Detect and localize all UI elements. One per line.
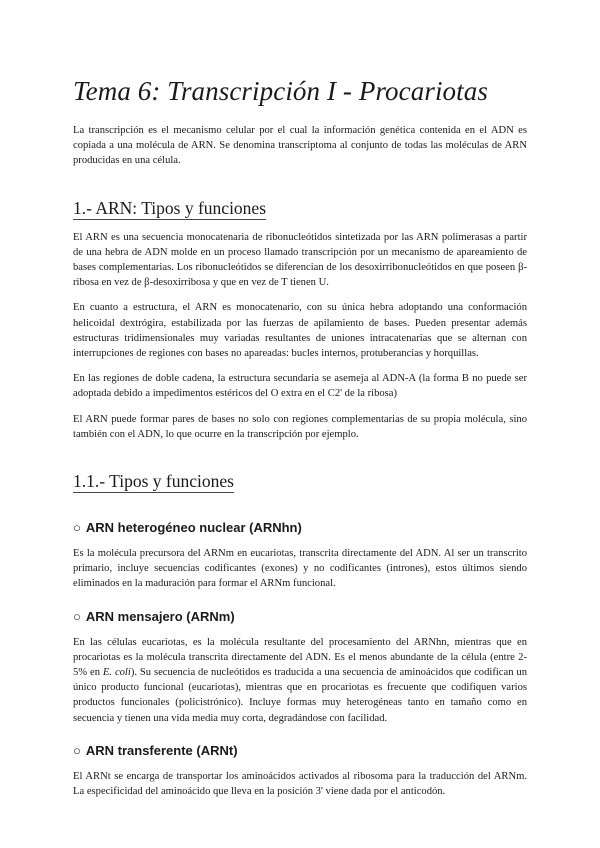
arnm-text-before: En las células eucariotas, es la molécula resultante del procesamiento del ARNhn, mientras que en procariotas es la molécula transcrita directamente del ADN. Es el menos abundante de la célula (entre 2-5% en [73, 636, 527, 679]
section-1-heading: 1.- ARN: Tipos y funciones [73, 197, 267, 218]
arnt-paragraph: El ARNt se encarga de transportar los aminoácidos activados al ribosoma para la traducción del ARNm. La especificidad del aminoácido que lleva en la posición 3' viene dada por el anticodón. [73, 770, 527, 798]
section-1-paragraph-4: El ARN puede formar pares de bases no solo con regiones complementarias de su propia molécula, sino también con el ADN, lo que ocurre en la transcripción por ejemplo. [73, 413, 527, 440]
subheading-arnt [73, 742, 527, 760]
arnm-paragraph [73, 635, 527, 726]
section-1-paragraph-1: El ARN es una secuencia monocatenaria de ribonucleótidos sintetizada por las ARN polimerasas a partir de una hebra de ADN molde en un proceso llamado transcripción por un mecanismo de apareamiento de bases complementarias. Los ribonucleótidos se diferencian de los desoxirribonucleótidos en que poseen β-ribosa en vez de β-desoxirribosa y que en vez de T tienen U. [73, 231, 527, 289]
section-1 [73, 179, 527, 230]
intro-paragraph: La transcripción es el mecanismo celular por el cual la información genética contenida en el ADN es copiada a una molécula de ARN. Se denomina transcriptoma al conjunto de todas las moléculas de ARN producidas en una célula. [73, 125, 527, 167]
section-1-paragraph-2: En cuanto a estructura, el ARN es monocatenario, con su única hebra adoptando una conformación helicoidal dextrógira, estabilizada por las fuerzas de apilamiento de bases. Pueden presentar además estructuras tridimensionales muy variadas resultantes de uniones intracatenarias que se alternan con interrupciones de regiones con bases no apareadas: bucles internos, protuberancias y horquillas. [73, 302, 527, 360]
section-1-1 [73, 452, 527, 503]
subheading-arnm [73, 608, 527, 626]
section-1-1-heading: 1.1.- Tipos y funciones [73, 471, 234, 492]
arnm-species-italic: E. coli [102, 667, 131, 679]
arnm-text-after: ). Su secuencia de nucleótidos es traducida a una secuencia de aminoácidos que codifican un único producto funcional (eucariotas), mientras que en procariotas es frecuente que codifiquen varios productos funcionales (policistrónico). Incluye formas muy heterogéneas tanto en tamaño como en secuencia y tienen una vida media muy corta, degradándose con facilidad. [73, 667, 528, 724]
circle-bullet-icon: ○ [73, 742, 81, 758]
subheading-arnm-label: ARN mensajero (ARNm) [85, 608, 235, 624]
circle-bullet-icon: ○ [73, 608, 81, 624]
subheading-arnt-label: ARN transferente (ARNt) [85, 742, 238, 758]
document-content [73, 76, 527, 809]
section-1-paragraph-3: En las regiones de doble cadena, la estructura secundaria se asemeja al ADN-A (la forma B no puede ser adoptada debido a impedimentos estéricos del O extra en el C2' de la ribosa) [73, 373, 527, 400]
page-title: Tema 6: Transcripción I - Procariotas [73, 76, 488, 106]
circle-bullet-icon: ○ [73, 520, 81, 536]
subheading-arnhn [73, 519, 527, 537]
arnhn-paragraph: Es la molécula precursora del ARNm en eucariotas, transcrita directamente del ADN. Al ser un transcrito primario, incluye secuencias codificantes (exones) y no codificantes (intrones), estos últimos siendo eliminados en la maduración para formar el ARNm funcional. [73, 548, 527, 590]
subheading-arnhn-label: ARN heterogéneo nuclear (ARNhn) [85, 520, 302, 536]
